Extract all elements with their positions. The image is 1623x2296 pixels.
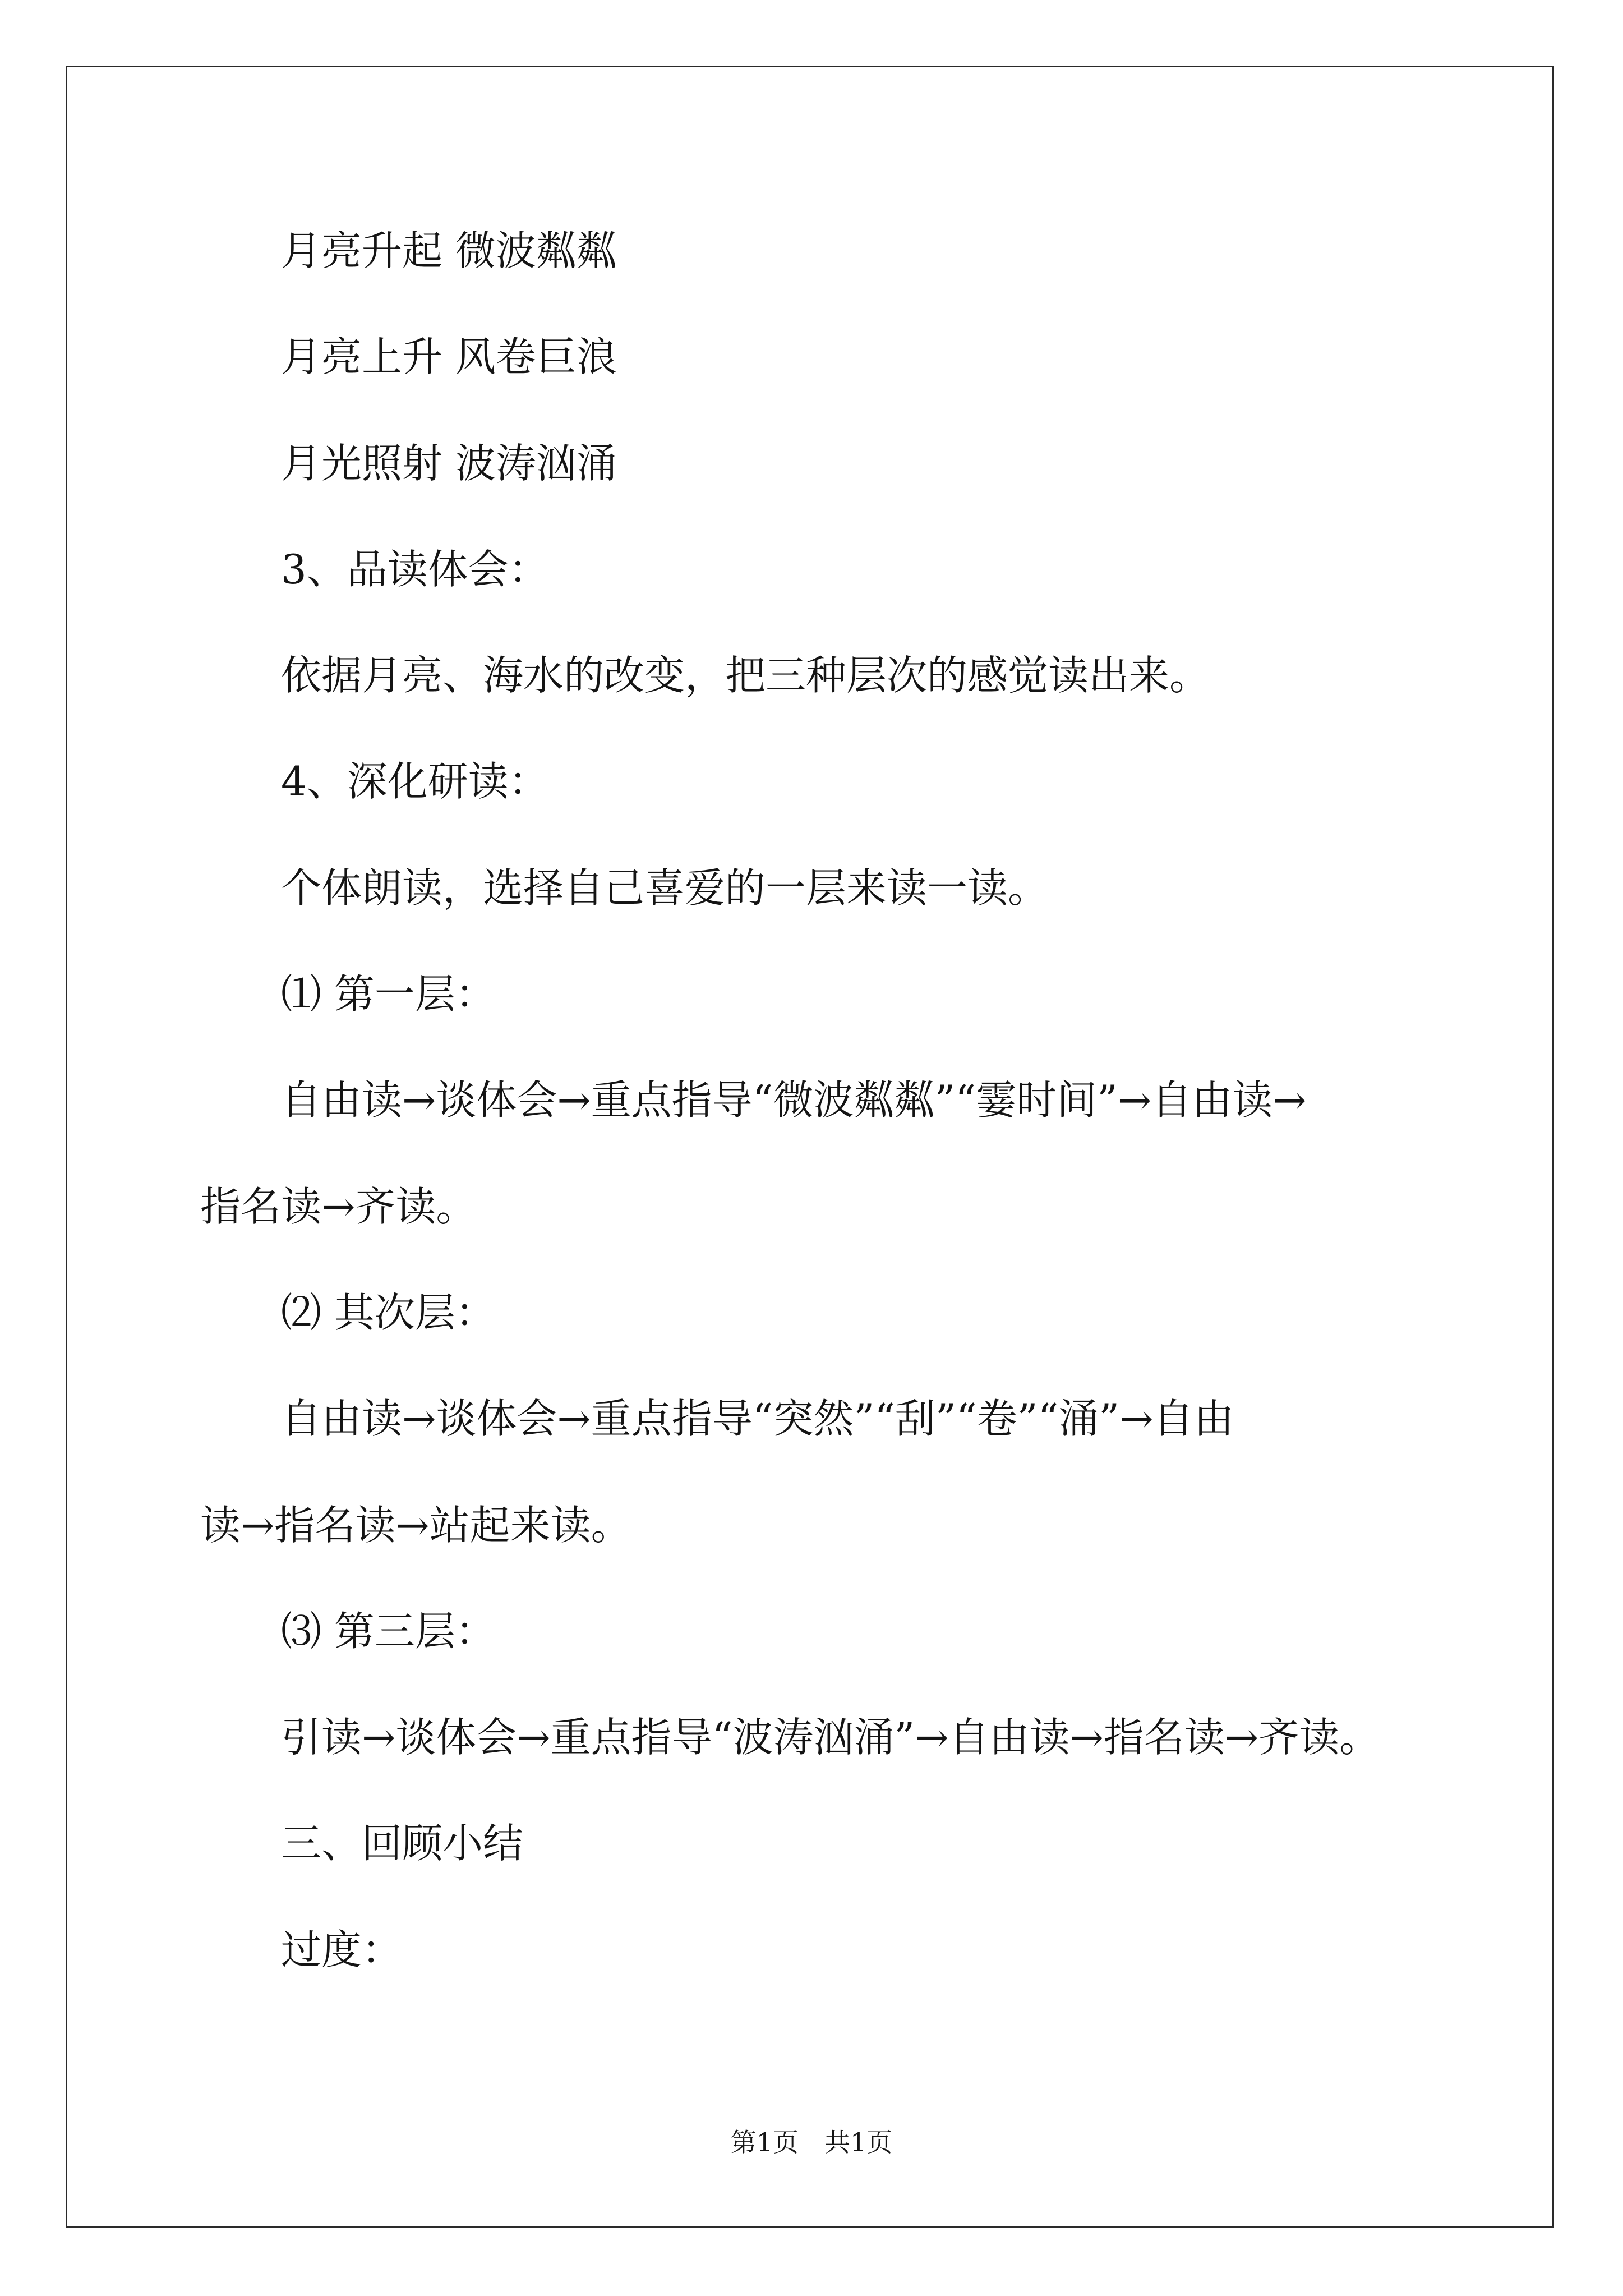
step-4-instruction: 个体朗读，选择自己喜爱的一层来读一读。 [281,864,1049,912]
layer-2-procedure-line-2: 读→指名读→站起来读。 [200,1501,631,1549]
step-4 [200,729,1507,941]
layer-1-procedure-line-2: 指名读→齐读。 [200,1182,477,1230]
transition-label: 过度： [281,1926,403,1973]
verse-line-3: 月光照射 波涛汹涌 [281,439,617,487]
section-3 [200,1791,1507,2003]
step-3 [200,517,1507,729]
step-3-heading: 3、品读体会： [281,545,549,593]
layer-2-heading: ⑵ 其次层： [281,1289,496,1336]
layer-3-heading: ⑶ 第三层： [281,1607,496,1655]
layer-2-procedure-line-1: 自由读→谈体会→重点指导“突然”“刮”“卷”“涌”→自由 [281,1395,1234,1443]
page-number: 第1页 共1页 [730,2127,893,2157]
section-3-heading: 三、回顾小结 [281,1820,524,1867]
step-4-heading: 4、深化研读： [281,758,549,806]
layer-1-heading: ⑴ 第一层： [281,970,496,1018]
step-3-instruction: 依据月亮、海水的改变，把三种层次的感觉读出来。 [281,652,1210,700]
verse-line-2: 月亮上升 风卷巨浪 [281,333,617,381]
layer-3 [200,1579,1507,1791]
verse-line-1: 月亮升起 微波粼粼 [281,227,617,274]
layer-1-procedure-line-1: 自由读→谈体会→重点指导“微波粼粼”“霎时间”→自由读→ [281,1076,1307,1124]
layer-3-procedure-line-1: 引读→谈体会→重点指导“波涛汹涌”→自由读→指名读→齐读。 [281,1714,1380,1761]
layer-2 [200,1260,1507,1579]
layer-1 [200,941,1507,1260]
document-body [200,198,1507,2003]
verse-block [200,198,1507,517]
